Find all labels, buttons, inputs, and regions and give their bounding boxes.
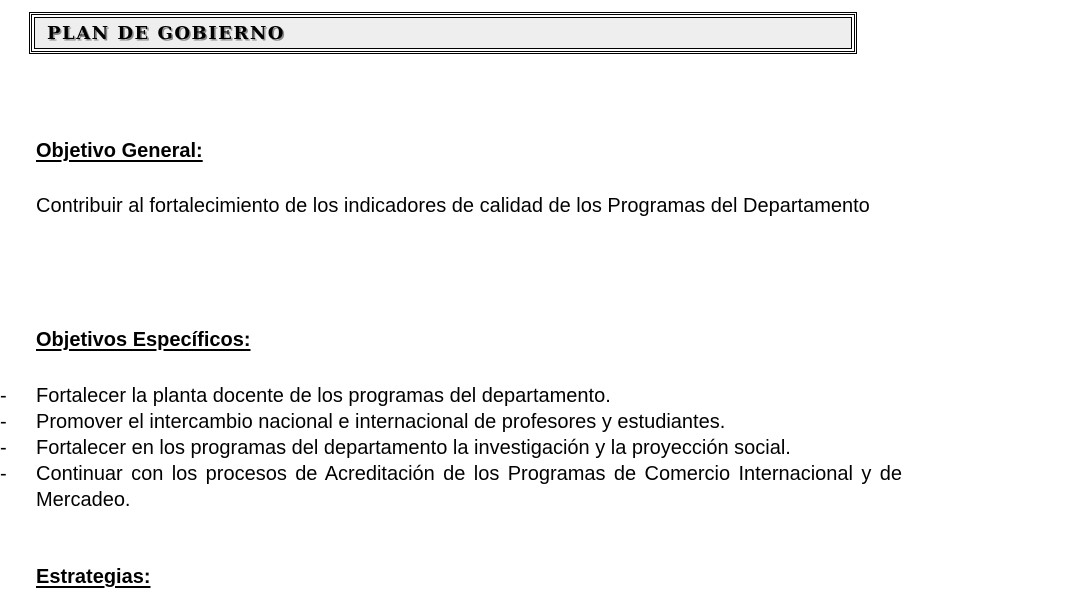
objetivos-especificos-list bbox=[0, 383, 902, 513]
dash-bullet: - bbox=[0, 385, 7, 407]
list-item-text: Promover el intercambio nacional e internacional de profesores y estudiantes. bbox=[36, 411, 726, 433]
list-item bbox=[0, 461, 902, 513]
title-banner bbox=[34, 17, 852, 49]
objetivo-general-text: Contribuir al fortalecimiento de los indicadores de calidad de los Programas del Departamento bbox=[36, 195, 870, 217]
objetivos-especificos-heading: Objetivos Específicos: bbox=[36, 329, 251, 351]
dash-bullet: - bbox=[0, 411, 7, 433]
list-item-text: Fortalecer en los programas del departamento la investigación y la proyección social. bbox=[36, 437, 791, 459]
title-box bbox=[29, 12, 857, 54]
dash-bullet: - bbox=[0, 463, 7, 485]
list-item-text: Fortalecer la planta docente de los programas del departamento. bbox=[36, 385, 611, 407]
objetivo-general-heading: Objetivo General: bbox=[36, 140, 203, 162]
page-title: PLAN DE GOBIERNO bbox=[47, 22, 285, 44]
list-item bbox=[0, 435, 902, 461]
estrategias-heading: Estrategias: bbox=[36, 566, 151, 588]
list-item bbox=[0, 409, 902, 435]
dash-bullet: - bbox=[0, 437, 7, 459]
list-item bbox=[0, 383, 902, 409]
list-item-text: Continuar con los procesos de Acreditación de los Programas de Comercio Internacional y de Mercadeo. bbox=[36, 463, 902, 511]
